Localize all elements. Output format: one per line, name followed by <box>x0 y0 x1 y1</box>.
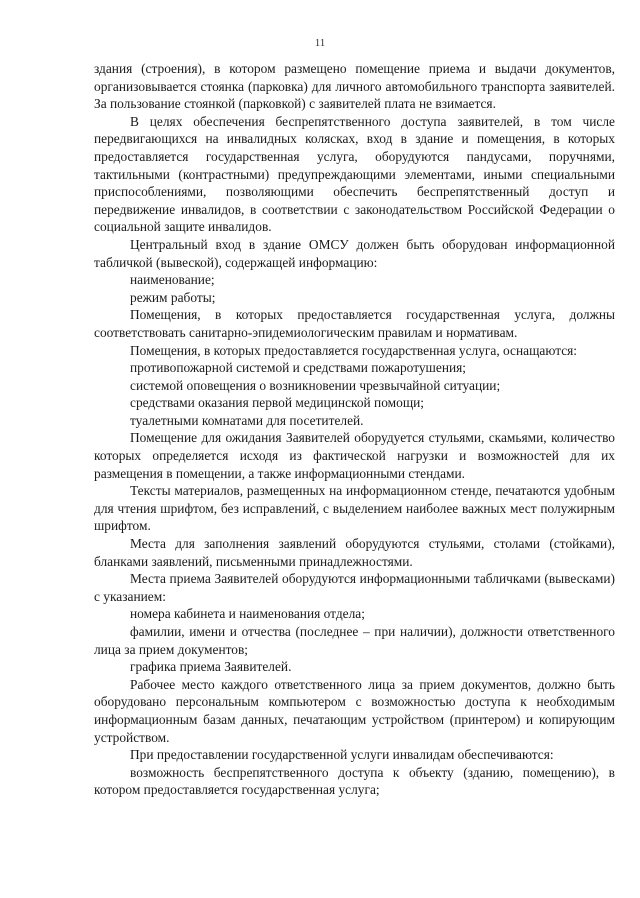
paragraph: В целях обеспечения беспрепятственного доступа заявителей, в том числе передвигающихся на инвалидных колясках, вход в здание и помещения, в которых предоставляется государственная услуга, оборудуются пандусами, поручнями, тактильными (контрастными) предупреждающими элементами, иными специальными приспособлениями, позволяющими обеспечить беспрепятственный доступ и передвижение инвалидов, в соответствии с законодательством Российской Федерации о социальной защите инвалидов. <box>94 113 615 235</box>
list-item: режим работы; <box>130 289 216 305</box>
paragraph: Места для заполнения заявлений оборудуются стульями, столами (стойками), бланками заявлений, письменными принадлежностями. <box>94 536 615 569</box>
paragraph: Помещение для ожидания Заявителей оборудуется стульями, скамьями, количество которых определяется исходя из фактической нагрузки и возможностей для их размещения в помещении, а также информационными стендами. <box>94 430 615 481</box>
document-body <box>94 60 615 799</box>
list-item: системой оповещения о возникновении чрезвычайной ситуации; <box>130 377 501 393</box>
list-item: средствами оказания первой медицинской помощи; <box>130 395 425 411</box>
page-number: 11 <box>314 37 326 49</box>
paragraph: При предоставлении государственной услуги инвалидам обеспечиваются: <box>130 747 554 763</box>
paragraph: Центральный вход в здание ОМСУ должен быть оборудован информационной табличкой (вывеской), содержащей информацию: <box>94 236 615 270</box>
paragraph: Помещения, в которых предоставляется государственная услуга, должны соответствовать санитарно-эпидемиологическим правилам и нормативам. <box>94 307 615 340</box>
paragraph: Помещения, в которых предоставляется государственная услуга, оснащаются: <box>130 342 578 358</box>
list-item: номера кабинета и наименования отдела; <box>130 606 365 622</box>
list-item: графика приема Заявителей. <box>130 659 292 675</box>
paragraph: фамилии, имени и отчества (последнее – при наличии), должности ответственного лица за прием документов; <box>94 624 615 657</box>
paragraph: Рабочее место каждого ответственного лица за прием документов, должно быть оборудовано персональным компьютером с возможностью доступа к необходимым информационным базам данных, печатающим устройством (принтером) и копирующим устройством. <box>94 676 615 745</box>
paragraph: возможность беспрепятственного доступа к объекту (зданию, помещению), в котором предоставляется государственная услуга; <box>94 764 615 798</box>
list-item: противопожарной системой и средствами пожаротушения; <box>130 360 467 376</box>
paragraph: Места приема Заявителей оборудуются информационными табличками (вывесками) с указанием: <box>94 571 615 604</box>
paragraph: здания (строения), в котором размещено помещение приема и выдачи документов, организовывается стоянка (парковка) для личного автомобильного транспорта заявителей. За пользование стоянкой (парковкой) с заявителей плата не взимается. <box>94 61 615 112</box>
list-item: туалетными комнатами для посетителей. <box>130 412 364 428</box>
list-item: наименование; <box>130 272 215 288</box>
paragraph: Тексты материалов, размещенных на информационном стенде, печатаются удобным для чтения шрифтом, без исправлений, с выделением наиболее важных мест полужирным шрифтом. <box>94 483 615 534</box>
